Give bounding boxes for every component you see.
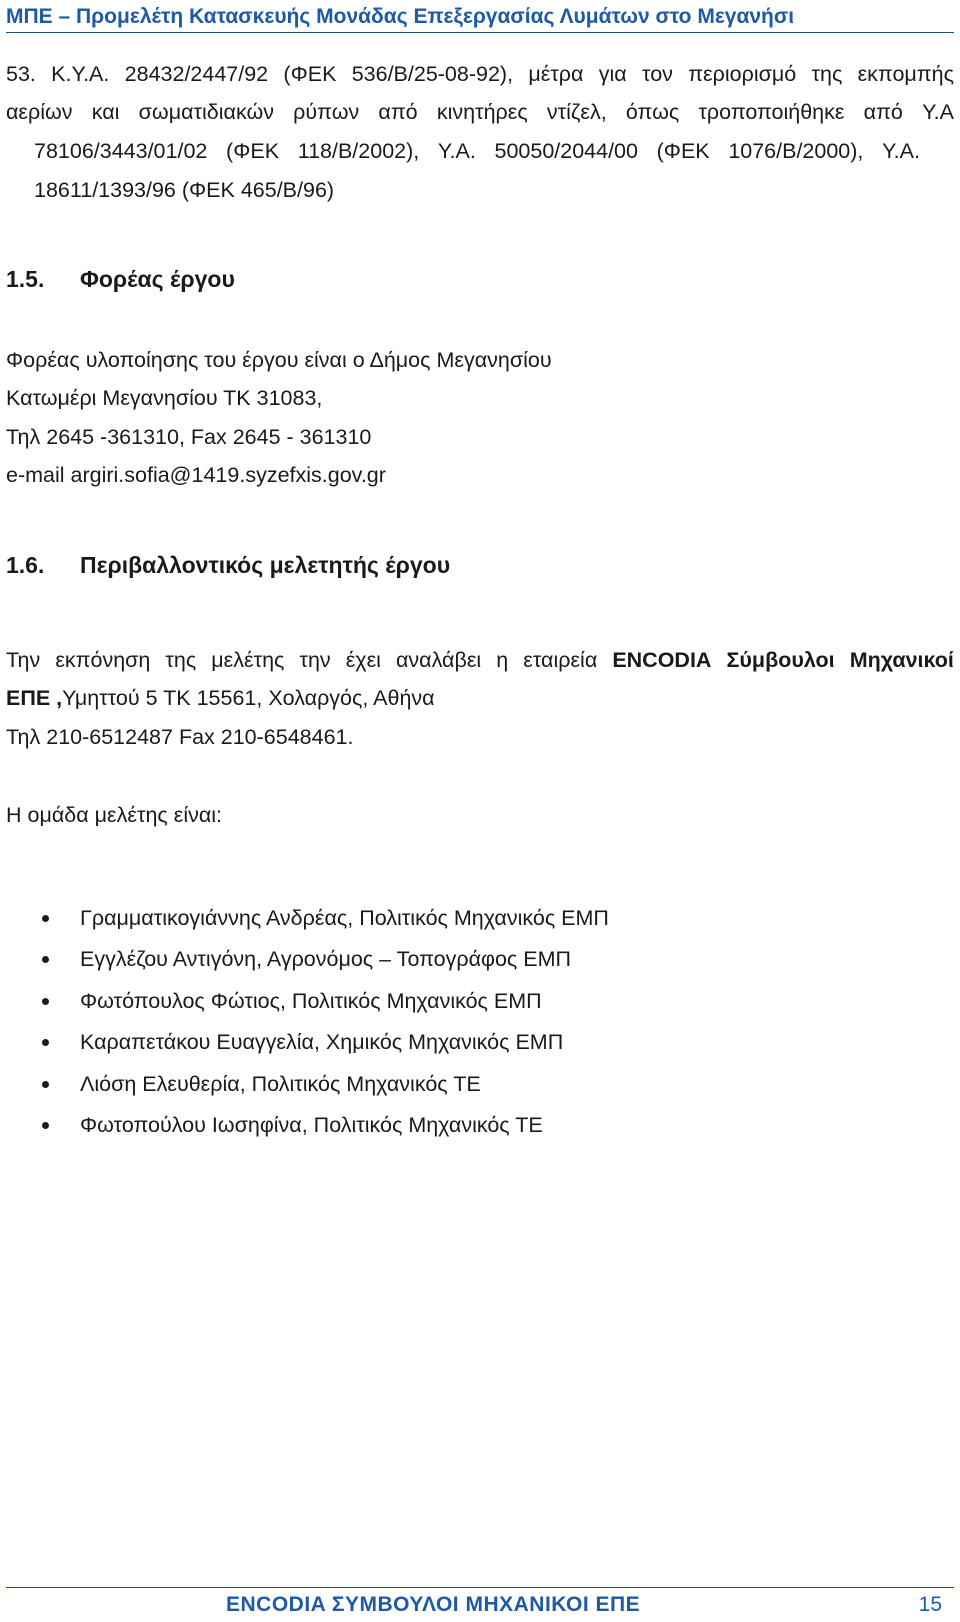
intro-line-2 [6, 92, 954, 132]
word: από [378, 100, 418, 124]
word: την [299, 648, 331, 672]
word: εταιρεία [523, 648, 598, 672]
carrier-line-1: Φορέας υλοποίησης του έργου είναι ο Δήμος Μεγανησίου [6, 348, 552, 372]
carrier-email: e-mail argiri.sofia@1419.syzefxis.gov.gr [6, 463, 386, 487]
consultant-company-suffix: ΕΠΕ , [6, 686, 63, 710]
word: 118/Β/2002), [297, 139, 420, 163]
word: μέτρα [528, 62, 584, 86]
section-heading-1-5 [6, 266, 235, 293]
page-number: 15 [918, 1593, 942, 1616]
word: (ΦΕΚ [226, 139, 280, 163]
word: όπως [625, 100, 680, 124]
word-bold: ENCODIA [612, 648, 712, 672]
word: τροποποιήθηκε [698, 100, 845, 124]
bullet-icon [42, 915, 49, 922]
bullet-icon [42, 1081, 49, 1088]
word-bold: Σύμβουλοι [726, 648, 835, 672]
word: Υ.Α. [437, 139, 476, 163]
document-title: ΜΠΕ – Προμελέτη Κατασκευής Μονάδας Επεξεργασίας Λυμάτων στο Μεγανήσι [6, 5, 795, 28]
word: τον [642, 62, 673, 86]
page-header [6, 2, 954, 33]
consultant-phone-fax: Τηλ 210-6512487 Fax 210-6548461. [6, 725, 354, 749]
word: από [863, 100, 903, 124]
word: Υ.Α. [882, 139, 920, 163]
word: και [91, 100, 120, 124]
page-footer [6, 1587, 954, 1622]
word: ντίζελ, [546, 100, 607, 124]
word: Την [6, 648, 41, 672]
word: μελέτης [211, 648, 285, 672]
word: κινητήρες [436, 100, 528, 124]
section-title: Φορέας έργου [80, 266, 235, 292]
consultant-line-1 [6, 640, 954, 680]
carrier-phone-fax: Τηλ 2645 -361310, Fax 2645 - 361310 [6, 425, 372, 449]
word: η [496, 648, 509, 672]
word: της [165, 648, 197, 672]
word: 50050/2044/00 [494, 139, 638, 163]
word: 1076/Β/2000), [728, 139, 864, 163]
word: 536/Β/25-08-92), [351, 62, 514, 86]
intro-line-1 [6, 54, 954, 94]
section-heading-1-6 [6, 552, 450, 579]
bullet-icon [42, 998, 49, 1005]
team-intro: Η ομάδα μελέτης είναι: [6, 803, 223, 827]
intro-line-4: 18611/1393/96 (ΦΕΚ 465/Β/96) [34, 178, 335, 202]
word: εκπόνηση [55, 648, 151, 672]
word: εκπομπής [857, 62, 954, 86]
footer-company-name: ENCODIA ΣΥΜΒΟΥΛΟΙ ΜΗΧΑΝΙΚΟΙ ΕΠΕ [226, 1593, 641, 1616]
carrier-address: Κατωμέρι Μεγανησίου ΤΚ 31083, [6, 386, 323, 410]
word: (ΦΕΚ [656, 139, 710, 163]
consultant-line-2 [6, 678, 435, 718]
word: έχει [345, 648, 381, 672]
word: (ΦΕΚ [283, 62, 337, 86]
word: 53. [6, 62, 36, 86]
word-bold: Μηχανικοί [849, 648, 954, 672]
word: αναλάβει [395, 648, 482, 672]
bullet-icon [42, 1122, 49, 1129]
word: αερίων [6, 100, 73, 124]
word: για [598, 62, 627, 86]
bullet-icon [42, 956, 49, 963]
section-number: 1.6. [6, 552, 45, 578]
word: 28432/2447/92 [124, 62, 269, 86]
word: ρύπων [293, 100, 360, 124]
section-title: Περιβαλλοντικός μελετητής έργου [80, 552, 451, 578]
section-number: 1.5. [6, 266, 45, 292]
word: της [811, 62, 843, 86]
word: Υ.Α [922, 100, 954, 124]
intro-line-3 [34, 131, 920, 171]
bullet-icon [42, 1039, 49, 1046]
word: 78106/3443/01/02 [34, 139, 208, 163]
consultant-address: Υμηττού 5 ΤΚ 15561, Χολαργός, Αθήνα [62, 686, 435, 710]
word: Κ.Υ.Α. [51, 62, 110, 86]
word: περιορισμό [688, 62, 797, 86]
word: σωματιδιακών [138, 100, 274, 124]
